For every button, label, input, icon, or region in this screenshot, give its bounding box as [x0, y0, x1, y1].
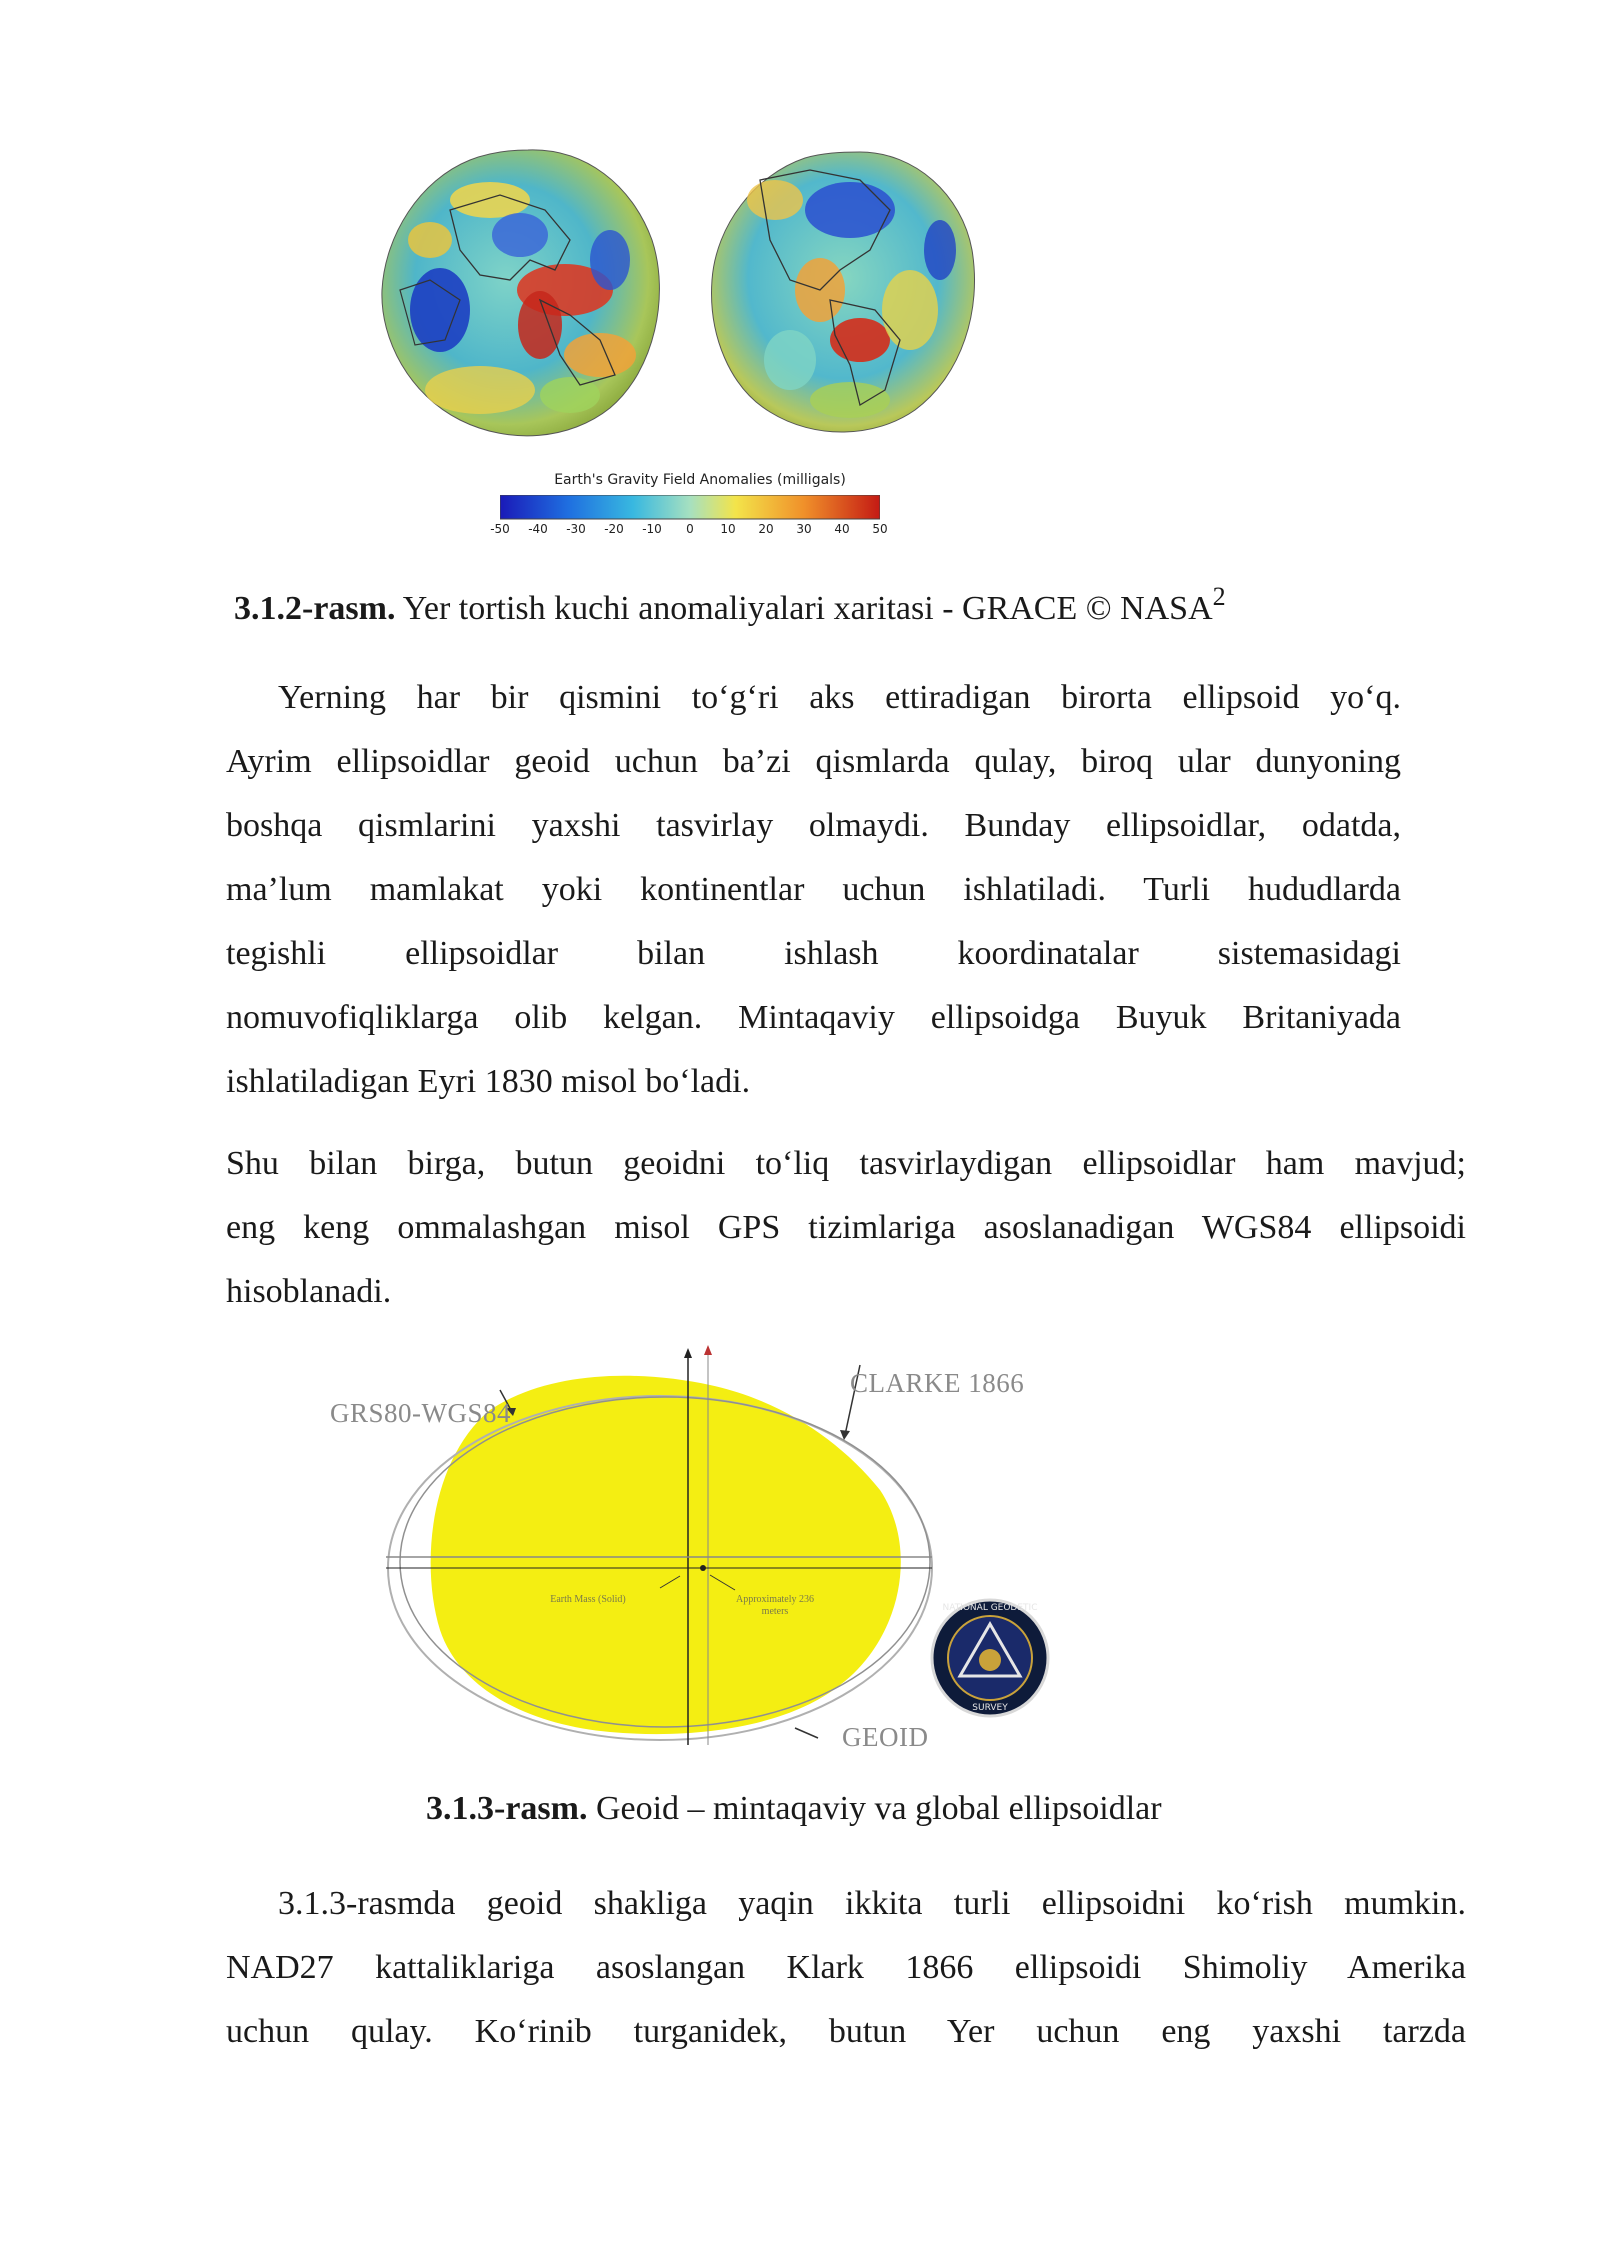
- paragraph-line: Ayrim ellipsoidlar geoid uchun ba’zi qismlarda qulay, biroq ular dunyoning: [226, 743, 1401, 780]
- colorbar-tick: -50: [490, 522, 510, 536]
- colorbar-tick: -20: [604, 522, 624, 536]
- paragraph-line: uchun qulay. Ko‘rinib turganidek, butun Yer uchun eng yaxshi tarzda: [226, 2013, 1466, 2050]
- paragraph-line: 3.1.3-rasmda geoid shakliga yaqin ikkita turli ellipsoidni ko‘rish mumkin.: [278, 1885, 1466, 1922]
- caption-text: Geoid – mintaqaviy va global ellipsoidlar: [587, 1790, 1162, 1827]
- paragraph-line: tegishli ellipsoidlar bilan ishlash koordinatalar sistemasidagi: [226, 935, 1401, 972]
- paragraph-line: NAD27 kattaliklariga asoslangan Klark 1866 ellipsoidi Shimoliy Amerika: [226, 1949, 1466, 1986]
- paragraph-line: eng keng ommalashgan misol GPS tizimlariga asoslanadigan WGS84 ellipsoidi: [226, 1209, 1466, 1246]
- caption-label: 3.1.3-rasm.: [426, 1790, 588, 1827]
- colorbar-tick: -30: [566, 522, 586, 536]
- ngs-badge-bottom-text: SURVEY: [972, 1703, 1008, 1713]
- colorbar-tick: -10: [642, 522, 662, 536]
- earth-mass-label: Earth Mass (Solid): [550, 1594, 626, 1605]
- paragraph-line: ishlatiladigan Eyri 1830 misol bo‘ladi.: [226, 1063, 751, 1100]
- paragraph-3: [226, 1872, 1466, 2064]
- colorbar-tick: 20: [758, 522, 774, 536]
- colorbar-tick: -40: [528, 522, 548, 536]
- paragraph-line: Yerning har bir qismini to‘g‘ri aks ettiradigan birorta ellipsoid yo‘q.: [278, 679, 1401, 716]
- paragraph-2: [226, 1132, 1466, 1324]
- clarke-1866-label: CLARKE 1866: [850, 1368, 1025, 1398]
- colorbar-tick: 0: [686, 522, 694, 536]
- figure-caption-1: [234, 582, 1226, 628]
- paragraph-line: hisoblanadi.: [226, 1273, 392, 1310]
- footnote-ref: 2: [1212, 582, 1226, 611]
- gravity-globes-image: [370, 140, 1030, 470]
- colorbar-tick: 30: [796, 522, 812, 536]
- ellipsoid-figure: [320, 1340, 1080, 1770]
- paragraph-line: boshqa qismlarini yaxshi tasvirlay olmaydi. Bunday ellipsoidlar, odatda,: [226, 807, 1401, 844]
- grs80-wgs84-label: GRS80-WGS84: [330, 1398, 512, 1428]
- paragraph-line: ma’lum mamlakat yoki kontinentlar uchun ishlatiladi. Turli hududlarda: [226, 871, 1401, 908]
- gravity-anomaly-figure: [370, 140, 1030, 550]
- left-globe: [382, 150, 660, 436]
- colorbar-tick: 50: [872, 522, 888, 536]
- geoid-shape: [431, 1376, 901, 1734]
- colorbar: [500, 495, 880, 521]
- geoid-label: GEOID: [842, 1722, 929, 1752]
- colorbar-ticks: [490, 522, 890, 542]
- figure-caption-2: [426, 1790, 1162, 1828]
- ngs-badge-top-text: NATIONAL GEODETIC: [942, 1603, 1038, 1613]
- ngs-badge: [932, 1600, 1048, 1716]
- colorbar-tick: 40: [834, 522, 850, 536]
- caption-label: 3.1.2-rasm.: [234, 590, 396, 627]
- colorbar-title: Earth's Gravity Field Anomalies (milligals): [554, 472, 846, 488]
- paragraph-1: [226, 666, 1401, 1114]
- paragraph-line: nomuvofiqliklarga olib kelgan. Mintaqaviy ellipsoidga Buyuk Britaniyada: [226, 999, 1401, 1036]
- approx-label: Approximately 236 meters: [735, 1594, 815, 1617]
- paragraph-line: Shu bilan birga, butun geoidni to‘liq tasvirlaydigan ellipsoidlar ham mavjud;: [226, 1145, 1466, 1182]
- caption-text: Yer tortish kuchi anomaliyalari xaritasi - GRACE © NASA: [395, 590, 1213, 627]
- right-globe: [712, 152, 975, 432]
- colorbar-tick: 10: [720, 522, 736, 536]
